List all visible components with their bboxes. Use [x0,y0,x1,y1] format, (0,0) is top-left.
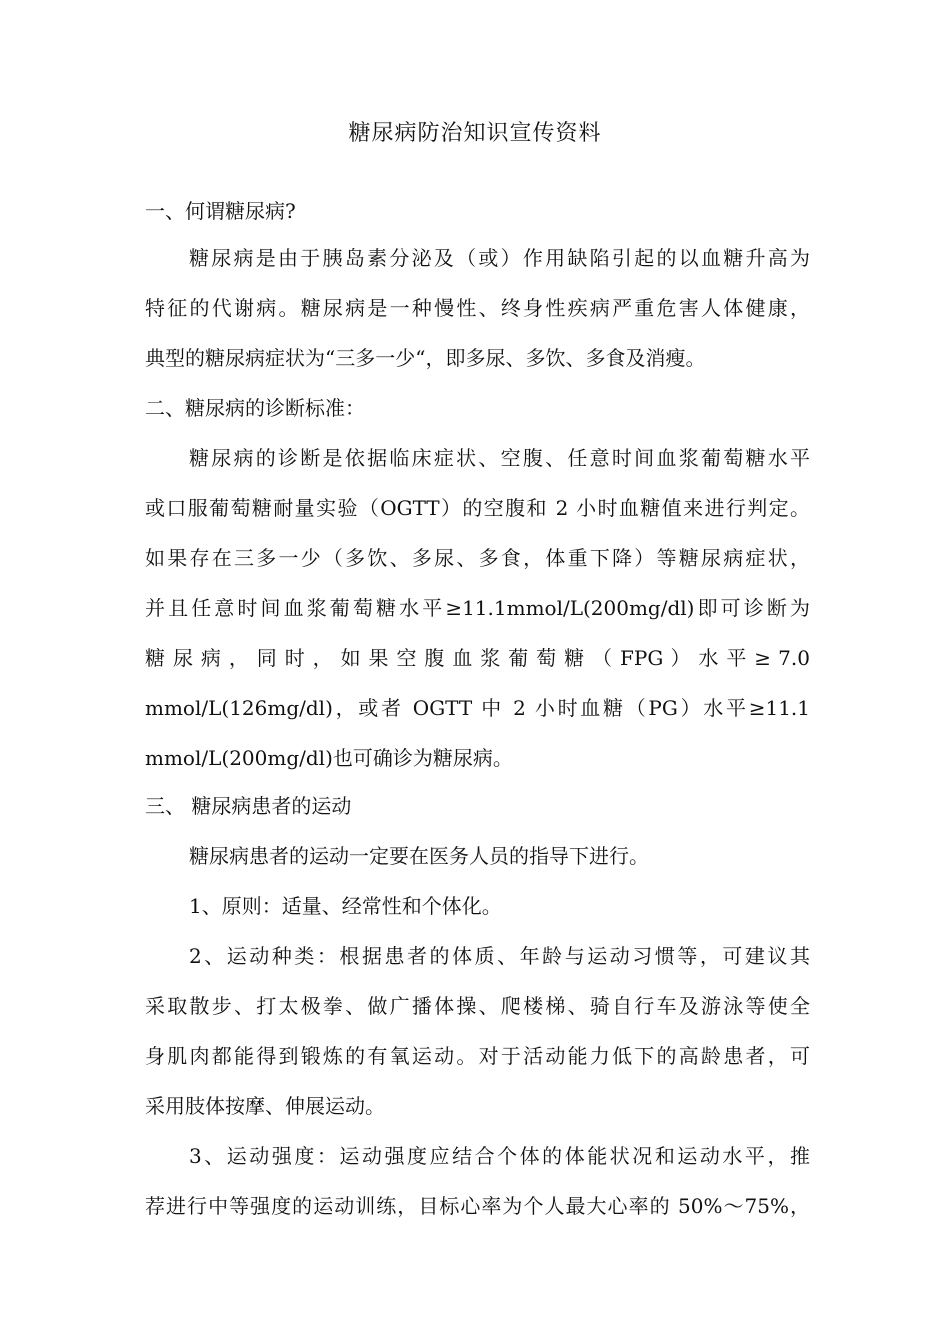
section-heading-2: 二、糖尿病的诊断标准： [145,396,365,420]
paragraph-line: 糖 尿 病 ， 同 时 ， 如 果 空 腹 血 浆 葡 萄 糖 （ FPG ） 水 平 ≥ 7.0 [145,646,810,670]
section-heading-1: 一、何谓糖尿病? [145,199,296,223]
paragraph-line: 采取散步、打太极拳、做广播体操、爬楼梯、骑自行车及游泳等使全 [145,994,810,1018]
paragraph-line: 并且任意时间血浆葡萄糖水平≥11.1mmol/L(200mg/dl)即可诊断为 [145,596,810,620]
paragraph-line: 糖尿病的诊断是依据临床症状、空腹、任意时间血浆葡萄糖水平 [189,446,810,470]
paragraph-line: 荐进行中等强度的运动训练，目标心率为个人最大心率的 50%～75%， [145,1194,810,1218]
list-item-exercise-type: 2、运动种类：根据患者的体质、年龄与运动习惯等，可建议其 [189,944,810,968]
paragraph-line: 或口服葡萄糖耐量实验（OGTT）的空腹和 2 小时血糖值来进行判定。 [145,496,810,520]
list-item-exercise-intensity: 3、运动强度：运动强度应结合个体的体能状况和运动水平，推 [189,1144,810,1168]
paragraph-line: 糖尿病是由于胰岛素分泌及（或）作用缺陷引起的以血糖升高为 [189,246,810,270]
paragraph-line: mmol/L(200mg/dl)也可确诊为糖尿病。 [145,746,513,770]
paragraph-line: 采用肢体按摩、伸展运动。 [145,1094,385,1118]
section-heading-3: 三、 糖尿病患者的运动 [145,794,352,818]
paragraph-line: 如果存在三多一少（多饮、多尿、多食，体重下降）等糖尿病症状， [145,546,810,570]
paragraph-line: 特征的代谢病。糖尿病是一种慢性、终身性疾病严重危害人体健康， [145,296,810,320]
paragraph-line: mmol/L(126mg/dl)，或者 OGTT 中 2 小时血糖（PG）水平≥11.1 [145,696,810,720]
list-item-principle: 1、原则：适量、经常性和个体化。 [189,894,502,918]
paragraph-line: 糖尿病患者的运动一定要在医务人员的指导下进行。 [189,844,649,868]
paragraph-line: 典型的糖尿病症状为“三多一少“，即多尿、多饮、多食及消瘦。 [145,346,706,370]
document-title: 糖尿病防治知识宣传资料 [348,121,602,146]
paragraph-line: 身肌肉都能得到锻炼的有氧运动。对于活动能力低下的高龄患者，可 [145,1044,810,1068]
